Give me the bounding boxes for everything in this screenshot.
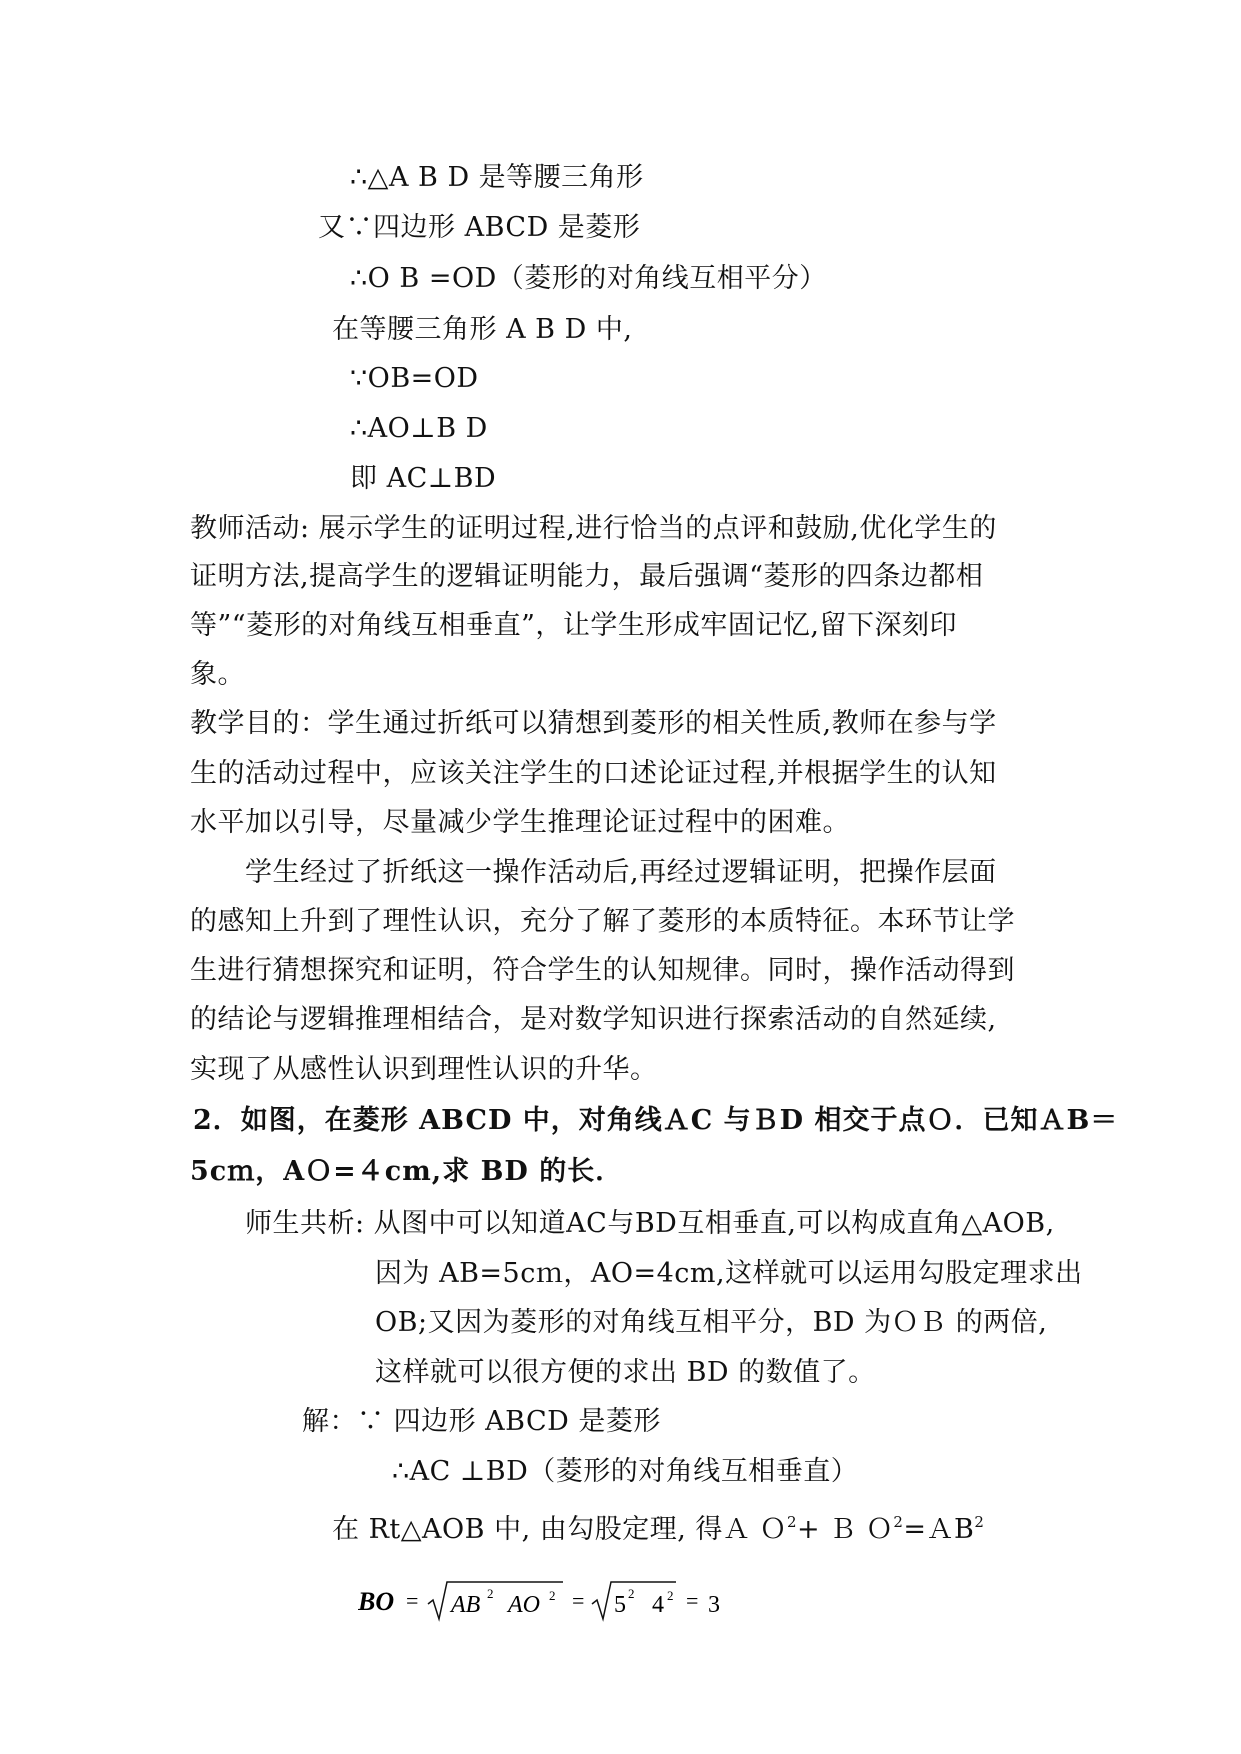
formula-equals-1: = [406,1588,419,1613]
formula-result: 3 [708,1592,720,1618]
teaching-goal-line-1: 教学目的：学生通过折纸可以猜想到菱形的相关性质,教师在参与学 [190,708,997,739]
radical-sign-1 [428,1582,563,1619]
radicand-1-b: AO [508,1592,540,1618]
radicand-2-a-exp: 2 [628,1586,635,1601]
formula-lhs: BO [358,1587,395,1616]
solution-line-2: ∴AC ⊥BD（菱形的对角线互相垂直） [392,1456,859,1487]
bo-formula [358,1576,778,1626]
radicand-1-a-exp: 2 [487,1586,494,1601]
summary-line-3: 生进行猜想探究和证明，符合学生的认知规律。同时，操作活动得到 [190,955,1015,986]
pythagoras-prefix: 在 Rt△AOB 中, 由勾股定理, 得Ａ Ｏ [332,1514,787,1545]
summary-line-4: 的结论与逻辑推理相结合，是对数学知识进行探索活动的自然延续, [190,1004,997,1035]
proof-line-3: ∴O B =OD（菱形的对角线互相平分） [350,263,827,294]
teacher-activity-line-4: 象。 [190,659,245,690]
proof-line-6: ∴AO⊥B D [350,413,488,444]
radicand-1-b-exp: 2 [549,1588,556,1603]
formula-equals-3: = [686,1588,699,1613]
teacher-activity-line-2: 证明方法,提高学生的逻辑证明能力，最后强调“菱形的四条边都相 [190,561,984,592]
proof-line-5: ∵OB=OD [350,363,479,394]
analysis-line-4: 这样就可以很方便的求出 BD 的数值了。 [375,1357,876,1388]
teaching-goal-line-2: 生的活动过程中，应该关注学生的口述论证过程,并根据学生的认知 [190,758,997,789]
radicand-2-a: 5 [614,1592,626,1618]
summary-line-2: 的感知上升到了理性认识，充分了解了菱形的本质特征。本环节让学 [190,906,1015,937]
analysis-line-2: 因为 AB=5cｍ，AO=4cm,这样就可以运用勾股定理求出 [375,1258,1083,1289]
pythagoras-term-bo: + Ｂ Ｏ [797,1514,894,1545]
teacher-activity-line-3: 等”“菱形的对角线互相垂直”，让学生形成牢固记忆,留下深刻印 [190,610,957,641]
summary-line-5: 实现了从感性认识到理性认识的升华。 [190,1054,658,1085]
proof-line-2: 又∵四边形 ABCD 是菱形 [318,212,641,243]
analysis-line-3: OB;又因为菱形的对角线互相平分，BD 为ＯＢ 的两倍, [375,1307,1048,1338]
radicand-1-a: AB [451,1592,481,1618]
exponent: 2 [974,1513,985,1531]
exponent: 2 [787,1513,798,1531]
pythagoras-term-ab: =ＡB [903,1514,975,1545]
proof-line-7: 即 AC⊥BD [350,463,497,494]
exponent: 2 [893,1513,904,1531]
summary-line-1: 学生经过了折纸这一操作活动后,再经过逻辑证明，把操作层面 [245,857,997,888]
teacher-activity-line-1: 教师活动: 展示学生的证明过程,进行恰当的点评和鼓励,优化学生的 [190,513,997,544]
pythagoras-line [332,1505,984,1547]
solution-line-1: 解：∵ 四边形 ABCD 是菱形 [302,1406,661,1437]
radicand-2-b: 4 [652,1592,664,1618]
analysis-line-1: 师生共析: 从图中可以知道AC与BD互相垂直,可以构成直角△AOB, [245,1208,1055,1239]
radicand-2-b-exp: 2 [667,1588,674,1603]
proof-line-4: 在等腰三角形 A B D 中, [332,314,633,345]
problem-2-line-2: 5cｍ，AＯ=４cm,求 BD 的长． [190,1156,624,1187]
problem-2-line-1: 2．如图，在菱形 ABCD 中，对角线ＡC 与ＢD 相交于点Ｏ．已知ＡB＝ [193,1105,1119,1136]
formula-equals-2: = [572,1588,585,1613]
teaching-goal-line-3: 水平加以引导，尽量减少学生推理论证过程中的困难。 [190,807,850,838]
proof-line-1: ∴△A B D 是等腰三角形 [350,162,644,193]
bo-formula-svg [358,1576,778,1626]
